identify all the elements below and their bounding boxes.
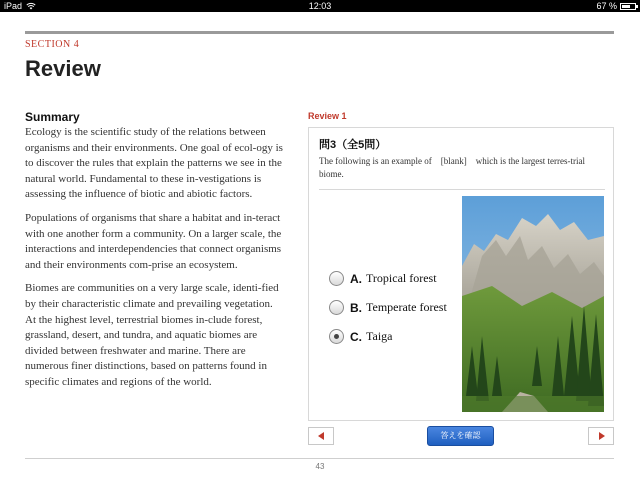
page-title: Review: [25, 56, 101, 81]
option-c[interactable]: [329, 322, 447, 351]
radio-button[interactable]: [329, 329, 344, 344]
status-bar: [0, 0, 640, 12]
summary-paragraph: Biomes are communities on a very large scale, identi-fied by their characteristic climate and prevailing vegetation. At the highest level, terrestrial biomes in-clude forest, grassland, desert, and tundra, and aquatic biomes are divided between freshwater and marine. There are numerous finer distinctions, based on patterns found in specific climates and regions of the world.: [25, 282, 279, 388]
summary-paragraph: Ecology is the scientific study of the relations between organisms and their environments. One goal of ecol-ogy is to discover the rules that explain the patterns we see in the natural world. Fundamental to these in-vestigations is assessing the influence of biotic and abiotic factors.: [25, 126, 283, 201]
taiga-photo: [462, 196, 604, 412]
summary-column: [25, 110, 283, 399]
arrow-left-icon: [318, 432, 324, 440]
summary-paragraph: Populations of organisms that share a habitat and in-teract with one another form a community. On a larger scale, the interactions and interdependencies that connect organisms and their environments com-prise an ecosystem.: [25, 211, 282, 271]
option-letter: C.: [350, 329, 362, 344]
battery-icon: [620, 3, 636, 10]
landscape-image: [462, 196, 604, 412]
option-letter: B.: [350, 300, 362, 315]
radio-button[interactable]: [329, 300, 344, 315]
top-rule: [25, 31, 614, 34]
option-b[interactable]: [329, 293, 447, 322]
check-answer-button[interactable]: 答えを確認: [427, 426, 494, 446]
option-a[interactable]: [329, 264, 447, 293]
question-card: [308, 127, 614, 421]
previous-question-button[interactable]: [308, 427, 334, 445]
arrow-right-icon: [599, 432, 605, 440]
device-name: iPad: [4, 1, 23, 11]
next-question-button[interactable]: [588, 427, 614, 445]
option-text: Tropical forest: [366, 271, 437, 285]
answer-options: [329, 264, 447, 351]
radio-button[interactable]: [329, 271, 344, 286]
question-header: [319, 136, 605, 190]
clock: 12:03: [308, 1, 332, 11]
battery-percent: 67 %: [596, 1, 617, 11]
option-text: Temperate forest: [366, 300, 447, 314]
bottom-rule: [25, 458, 614, 459]
option-letter: A.: [350, 271, 362, 286]
page-number: 43: [315, 462, 325, 471]
section-label: SECTION 4: [25, 39, 80, 50]
summary-heading: Summary: [25, 110, 80, 124]
question-number: 問3（全5問）: [319, 139, 387, 151]
option-text: Taiga: [366, 329, 393, 343]
review-label: Review 1: [308, 111, 347, 121]
question-text: The following is an example of [blank] which is the largest terres-trial biome.: [319, 156, 586, 179]
